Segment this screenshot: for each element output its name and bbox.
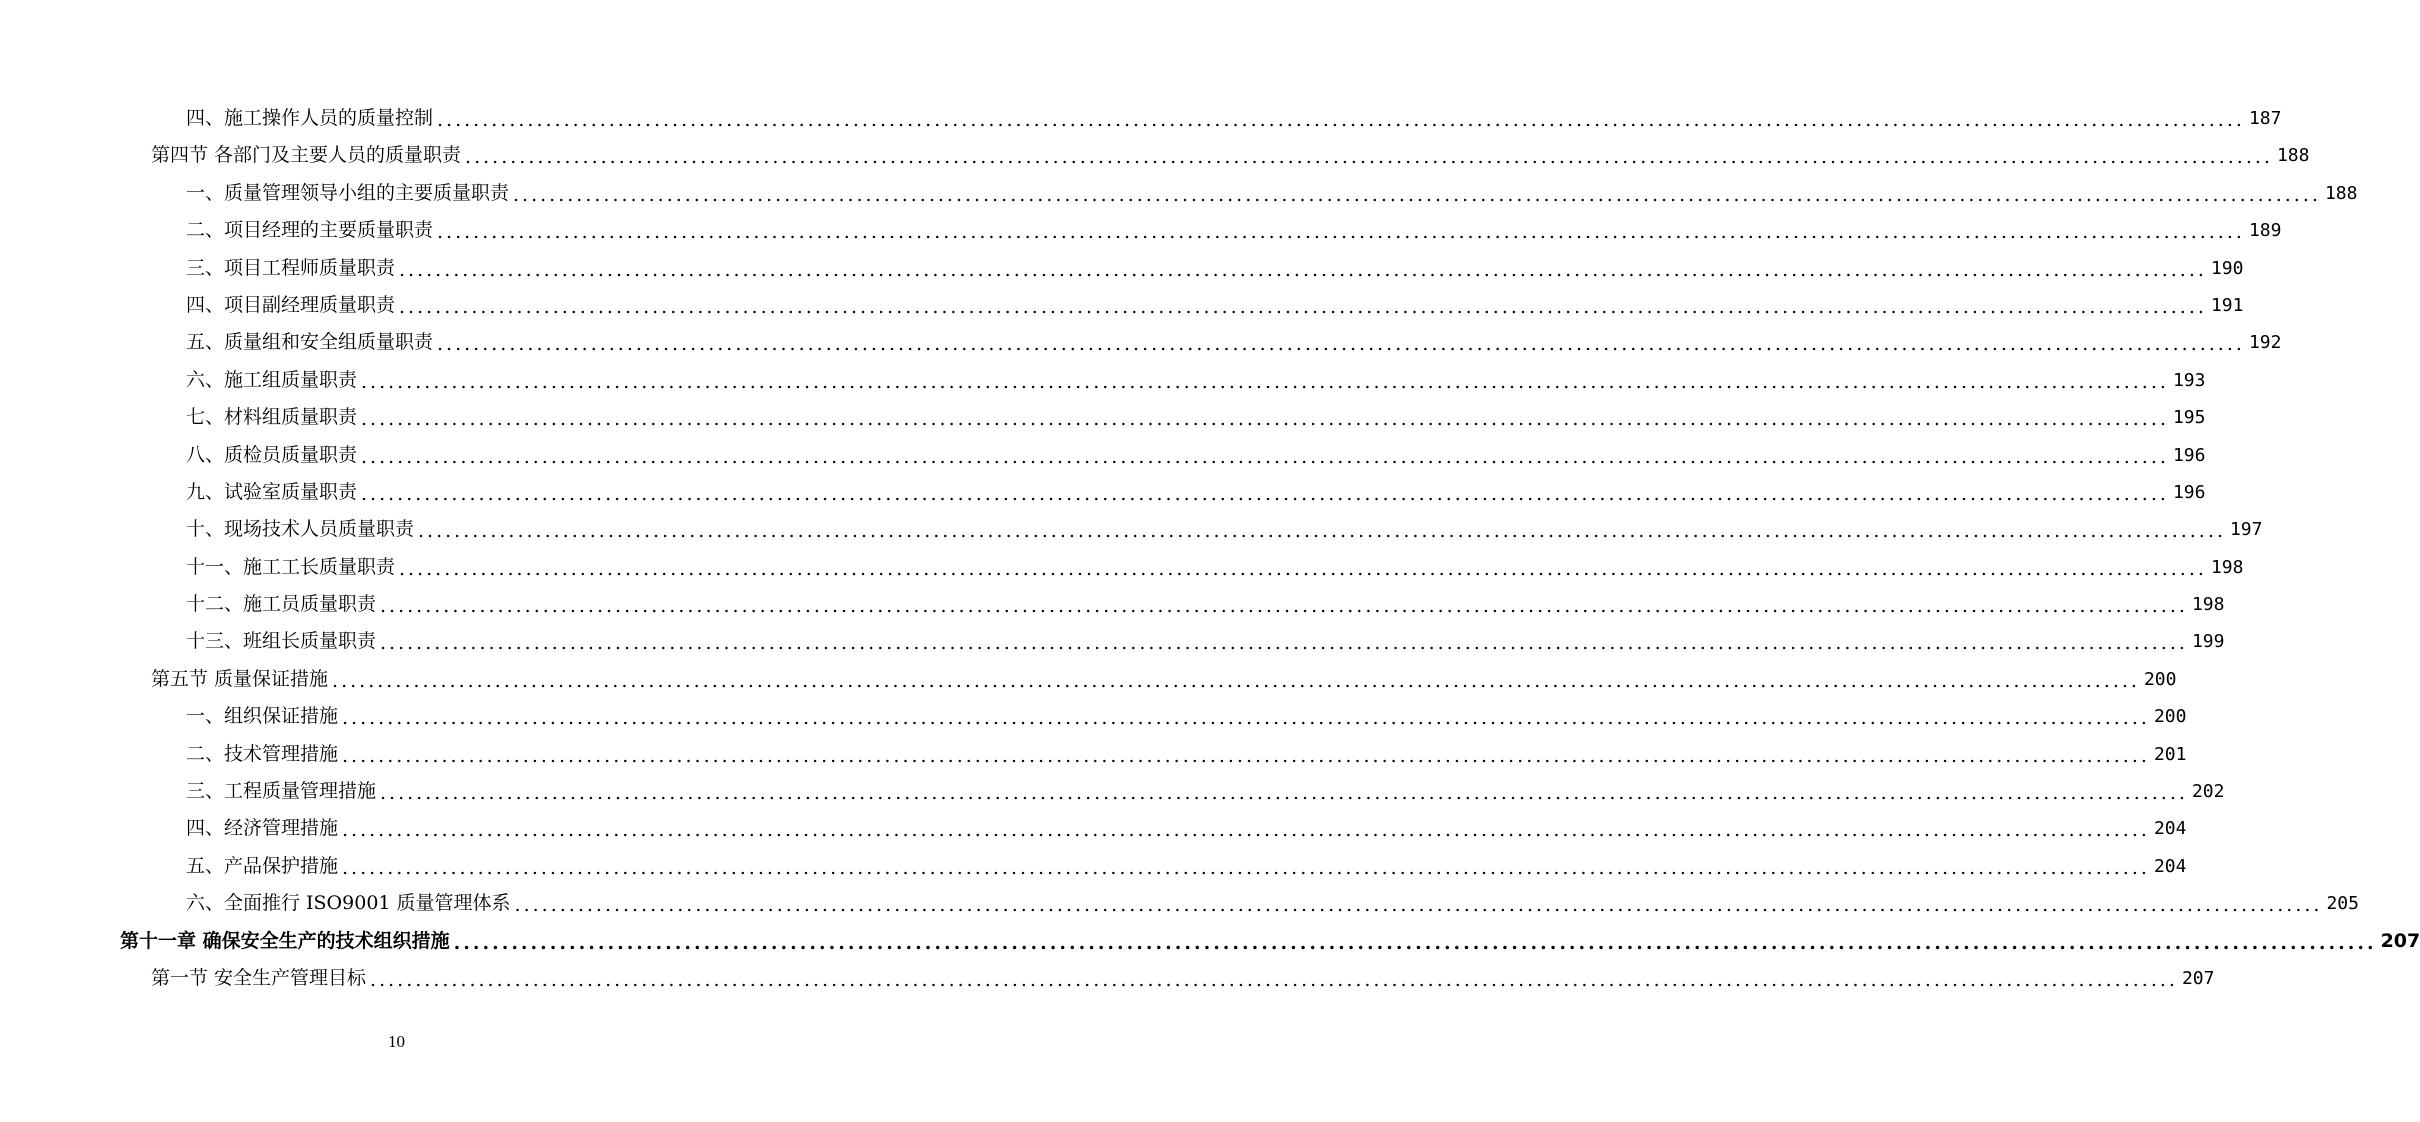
- toc-entry[interactable]: [0, 437, 2206, 474]
- toc-entry-page: 197: [2229, 519, 2263, 541]
- toc-entry-title: 五、质量组和安全组质量职责: [186, 331, 434, 354]
- toc-entry-title: 十二、施工员质量职责: [186, 593, 377, 616]
- toc-entry-page: 201: [2153, 743, 2187, 765]
- toc-entry-title: 二、技术管理措施: [186, 742, 339, 765]
- toc-entry-page: 195: [2172, 407, 2206, 429]
- toc-entry-page: 199: [2191, 631, 2225, 653]
- toc-entry[interactable]: [0, 250, 2244, 287]
- page-number: 10: [388, 1032, 405, 1051]
- toc-entry-title: 七、材料组质量职责: [186, 406, 358, 429]
- toc-entry-page: 187: [2248, 108, 2282, 129]
- toc-dot-leader: ........................................................................................................................................................................................................: [437, 221, 2245, 244]
- toc-entry[interactable]: [0, 175, 2358, 212]
- toc-entry[interactable]: [0, 661, 2177, 698]
- toc-entry-page: 190: [2210, 257, 2244, 279]
- toc-dot-leader: ........................................................................................................................................................................................................: [370, 968, 2178, 991]
- toc-entry-title: 四、经济管理措施: [186, 817, 339, 840]
- toc-entry-page: 204: [2153, 855, 2187, 877]
- toc-entry[interactable]: [0, 287, 2244, 324]
- toc-dot-leader: ........................................................................................................................................................................................................: [399, 258, 2207, 281]
- toc-entry-title: 三、工程质量管理措施: [186, 780, 377, 803]
- toc-entry-title: 一、组织保证措施: [186, 705, 339, 728]
- toc-entry[interactable]: [0, 736, 2187, 773]
- toc-entry-page: 200: [2143, 668, 2177, 690]
- toc-entry-page: 207: [2181, 967, 2215, 989]
- toc-dot-leader: ........................................................................................................................................................................................................: [380, 595, 2188, 618]
- toc-entry-page: 193: [2172, 369, 2206, 391]
- toc-dot-leader: ........................................................................................................................................................................................................: [342, 744, 2150, 767]
- toc-entry-page: 192: [2248, 332, 2282, 354]
- toc-entry-page: 189: [2248, 220, 2282, 242]
- toc-dot-leader: ........................................................................................................................................................................................................: [342, 856, 2150, 879]
- toc-dot-leader: ........................................................................................................................................................................................................: [361, 482, 2169, 505]
- toc-entry[interactable]: [0, 324, 2282, 361]
- toc-entry[interactable]: [0, 885, 2359, 922]
- toc-entry-title: 四、施工操作人员的质量控制: [186, 107, 434, 129]
- toc-entry[interactable]: [0, 848, 2187, 885]
- toc-entry-title: 十、现场技术人员质量职责: [186, 518, 415, 541]
- toc-dot-leader: ........................................................................................................................................................................................................: [437, 109, 2245, 131]
- toc-entry[interactable]: [0, 137, 2310, 174]
- toc-entry-page: 188: [2276, 145, 2310, 167]
- toc-entry-title: 第四节 各部门及主要人员的质量职责: [151, 144, 462, 167]
- toc-entry[interactable]: [0, 399, 2206, 436]
- toc-entry[interactable]: [0, 474, 2206, 511]
- toc-entry-page: 188: [2324, 182, 2358, 204]
- toc-entry-page: 204: [2153, 818, 2187, 840]
- toc-entry-title: 六、全面推行 ISO9001 质量管理体系: [186, 892, 511, 915]
- toc-entry[interactable]: [0, 212, 2282, 249]
- toc-entry-title: 第一节 安全生产管理目标: [151, 966, 367, 989]
- toc-dot-leader: ........................................................................................................................................................................................................: [514, 894, 2323, 917]
- table-of-contents: [0, 100, 2420, 997]
- toc-entry-page: 196: [2172, 444, 2206, 466]
- toc-dot-leader: ........................................................................................................................................................................................................: [332, 669, 2140, 692]
- toc-entry-page: 198: [2191, 594, 2225, 616]
- toc-entry[interactable]: [0, 810, 2187, 847]
- toc-entry-page: 207: [2380, 929, 2420, 952]
- toc-dot-leader: ........................................................................................................................................................................................................: [513, 183, 2321, 206]
- toc-dot-leader: ........................................................................................................................................................................................................: [399, 557, 2207, 580]
- toc-dot-leader: ........................................................................................................................................................................................................: [399, 295, 2207, 318]
- toc-entry-title: 二、项目经理的主要质量职责: [186, 219, 434, 242]
- toc-dot-leader: ........................................................................................................................................................................................................: [361, 445, 2169, 468]
- toc-dot-leader: ........................................................................................................................................................................................................: [361, 370, 2169, 393]
- toc-entry[interactable]: [0, 960, 2215, 997]
- toc-dot-leader: ........................................................................................................................................................................................................: [437, 333, 2245, 356]
- toc-dot-leader: ........................................................................................................................................................................................................: [361, 408, 2169, 431]
- toc-entry-page: 196: [2172, 481, 2206, 503]
- toc-entry-page: 200: [2153, 706, 2187, 728]
- toc-entry[interactable]: [0, 923, 2420, 960]
- toc-entry-page: 198: [2210, 556, 2244, 578]
- toc-entry[interactable]: [0, 586, 2225, 623]
- toc-entry[interactable]: [0, 362, 2206, 399]
- toc-dot-leader: ........................................................................................................................................................................................................: [380, 632, 2188, 655]
- toc-dot-leader: ........................................................................................................................................................................................................: [465, 146, 2273, 169]
- toc-dot-leader: ........................................................................................................................................................................................................: [418, 520, 2226, 543]
- toc-entry-title: 四、项目副经理质量职责: [186, 293, 396, 316]
- toc-entry-page: 202: [2191, 781, 2225, 803]
- toc-entry-title: 第十一章 确保安全生产的技术组织措施: [120, 929, 450, 952]
- toc-entry[interactable]: [0, 549, 2244, 586]
- toc-entry-title: 九、试验室质量职责: [186, 480, 358, 503]
- toc-entry[interactable]: [0, 100, 2282, 137]
- toc-entry[interactable]: [0, 623, 2225, 660]
- toc-dot-leader: ........................................................................................................................................................................................................: [342, 819, 2150, 842]
- toc-entry-page: 191: [2210, 294, 2244, 316]
- toc-entry-title: 六、施工组质量职责: [186, 368, 358, 391]
- toc-entry[interactable]: [0, 698, 2187, 735]
- toc-entry[interactable]: [0, 773, 2225, 810]
- toc-entry-title: 第五节 质量保证措施: [151, 667, 329, 690]
- toc-entry[interactable]: [0, 511, 2263, 548]
- toc-dot-leader: ........................................................................................................................................................................................................: [453, 931, 2377, 954]
- toc-dot-leader: ........................................................................................................................................................................................................: [342, 707, 2150, 730]
- toc-entry-title: 三、项目工程师质量职责: [186, 256, 396, 279]
- toc-entry-title: 一、质量管理领导小组的主要质量职责: [186, 181, 510, 204]
- toc-dot-leader: ........................................................................................................................................................................................................: [380, 782, 2188, 805]
- toc-entry-title: 八、质检员质量职责: [186, 443, 358, 466]
- toc-entry-title: 十三、班组长质量职责: [186, 630, 377, 653]
- toc-entry-page: 205: [2326, 893, 2359, 915]
- toc-entry-title: 五、产品保护措施: [186, 854, 339, 877]
- toc-entry-title: 十一、施工工长质量职责: [186, 555, 396, 578]
